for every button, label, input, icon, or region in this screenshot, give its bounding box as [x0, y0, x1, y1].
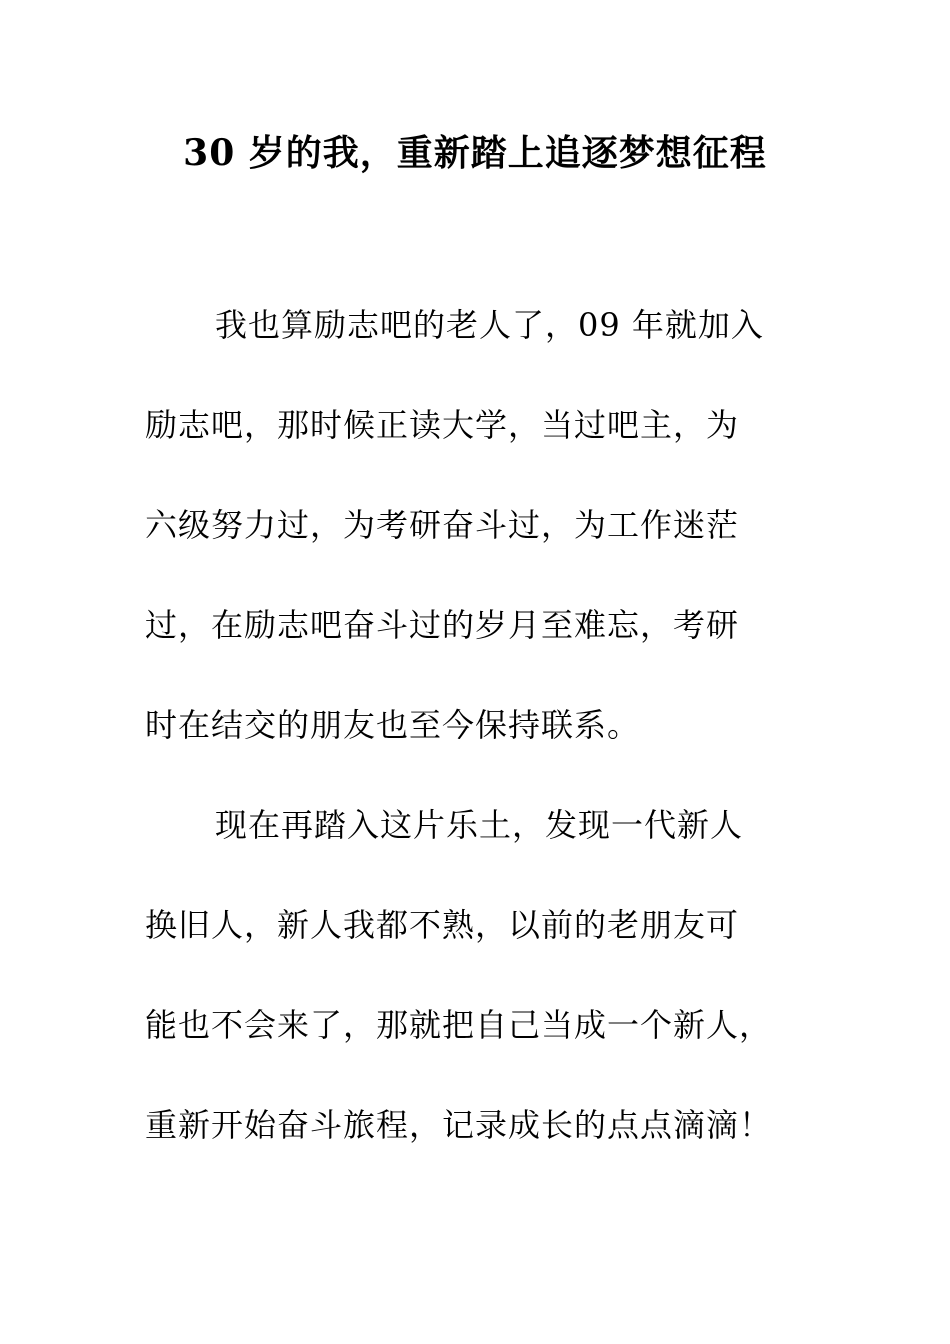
paragraph-1-line-2: 励志吧，那时候正读大学，当过吧主，为 — [145, 406, 740, 444]
paragraph-1-line-4: 过，在励志吧奋斗过的岁月至难忘，考研 — [145, 606, 740, 644]
document-title: 30 岁的我，重新踏上追逐梦想征程 — [183, 132, 767, 174]
paragraph-2-line-4: 重新开始奋斗旅程，记录成长的点点滴滴！ — [145, 1106, 773, 1144]
paragraph-1-line-1: 我也算励志吧的老人了，09 年就加入 — [215, 306, 764, 344]
paragraph-2-line-2: 换旧人，新人我都不熟，以前的老朋友可 — [145, 906, 740, 944]
paragraph-2-line-3: 能也不会来了，那就把自己当成一个新人， — [145, 1006, 773, 1044]
paragraph-2-line-1: 现在再踏入这片乐土，发现一代新人 — [215, 806, 744, 844]
paragraph-1-line-3: 六级努力过，为考研奋斗过，为工作迷茫 — [145, 506, 740, 544]
paragraph-1-line-5: 时在结交的朋友也至今保持联系。 — [145, 706, 641, 744]
